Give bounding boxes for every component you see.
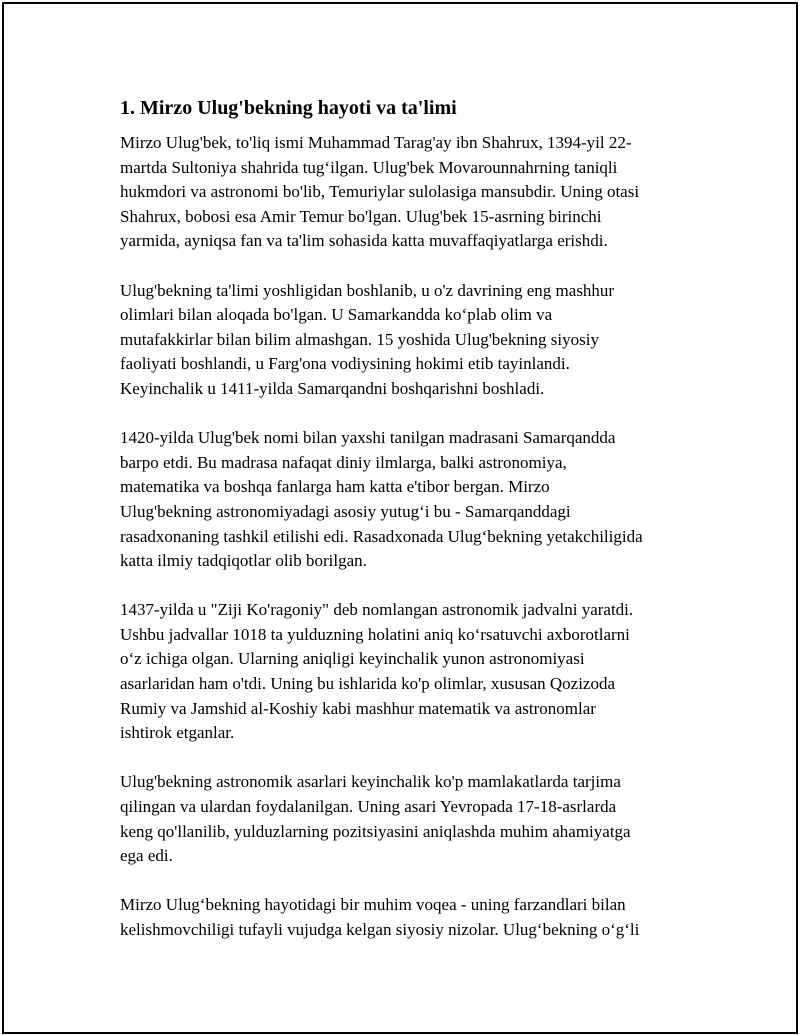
paragraph-line: o‘z ichiga olgan. Ularning aniqligi keyinchalik yunon astronomiyasi: [120, 649, 585, 669]
paragraph-line: ishtirok etganlar.: [120, 723, 235, 743]
paragraph-line: mutafakkirlar bilan bilim almashgan. 15 yoshida Ulug'bekning siyosiy: [120, 329, 599, 349]
paragraph-line: hukmdori va astronomi bo'lib, Temuriylar sulolasiga mansubdir. Uning otasi: [120, 182, 640, 202]
paragraph-spacer: [120, 574, 690, 599]
paragraph-line: Ushbu jadvallar 1018 ta yulduzning holatini aniq ko‘rsatuvchi axborotlarni: [120, 624, 630, 644]
paragraph-line: Rumiy va Jamshid al-Koshiy kabi mashhur matematik va astronomlar: [120, 698, 596, 718]
paragraph-line: 1437-yilda u "Ziji Ko'ragoniy" deb nomlangan astronomik jadvalni yaratdi.: [120, 600, 634, 620]
paragraphs-container: [120, 131, 690, 943]
document-page: [2, 2, 798, 1034]
paragraph-line: Mirzo Ulug‘bekning hayotidagi bir muhim voqea - uning farzandlari bilan: [120, 895, 626, 915]
paragraph-line: olimlari bilan aloqada bo'lgan. U Samarkandda ko‘plab olim va: [120, 305, 553, 325]
paragraph-line: Shahrux, bobosi esa Amir Temur bo'lgan. Ulug'bek 15-asrning birinchi: [120, 206, 602, 226]
paragraph-line: Mirzo Ulug'bek, to'liq ismi Muhammad Tarag'ay ibn Shahrux, 1394-yil 22-: [120, 133, 632, 152]
paragraph: [120, 770, 690, 868]
paragraph-line: keng qo'llanilib, yulduzlarning pozitsiyasini aniqlashda muhim ahamiyatga: [120, 821, 631, 841]
paragraph-line: Ulug'bekning ta'limi yoshligidan boshlanib, u o'z davrining eng mashhur: [120, 280, 615, 300]
paragraph-line: asarlaridan ham o'tdi. Uning bu ishlarida ko'p olimlar, xususan Qozizoda: [120, 674, 616, 694]
section-title: 1. Mirzo Ulug'bekning hayoti va ta'limi: [120, 97, 457, 119]
paragraph-line: faoliyati boshlandi, u Farg'ona vodiysining hokimi etib tayinlandi.: [120, 354, 570, 374]
paragraph: [120, 893, 690, 942]
paragraph-line: kelishmovchiligi tufayli vujudga kelgan siyosiy nizolar. Ulug‘bekning o‘g‘li: [120, 920, 640, 939]
paragraph-line: rasadxonaning tashkil etilishi edi. Rasadxonada Ulug‘bekning yetakchiligida: [120, 526, 643, 546]
paragraph-line: Keyinchalik u 1411-yilda Samarqandni boshqarishni boshladi.: [120, 378, 545, 398]
paragraph: [120, 279, 690, 402]
paragraph-line: qilingan va ulardan foydalanilgan. Uning asari Yevropada 17-18-asrlarda: [120, 797, 617, 817]
paragraph-line: ega edi.: [120, 846, 173, 866]
document-content: [120, 96, 690, 943]
paragraph-spacer: [120, 869, 690, 894]
paragraph-line: Ulug'bekning astronomiyadagi asosiy yutug‘i bu - Samarqanddagi: [120, 501, 571, 521]
paragraph: [120, 426, 690, 574]
paragraph-line: katta ilmiy tadqiqotlar olib borilgan.: [120, 551, 367, 571]
paragraph-line: martda Sultoniya shahrida tug‘ilgan. Ulug'bek Movarounnahrning taniqli: [120, 157, 618, 177]
paragraph-line: barpo etdi. Bu madrasa nafaqat diniy ilmlarga, balki astronomiya,: [120, 452, 567, 472]
paragraph-line: 1420-yilda Ulug'bek nomi bilan yaxshi tanilgan madrasani Samarqandda: [120, 428, 616, 448]
paragraph-line: Ulug'bekning astronomik asarlari keyinchalik ko'p mamlakatlarda tarjima: [120, 772, 621, 792]
paragraph-spacer: [120, 746, 690, 771]
paragraph: [120, 598, 690, 746]
paragraph-spacer: [120, 254, 690, 279]
paragraph-line: yarmida, ayniqsa fan va ta'lim sohasida katta muvaffaqiyatlarga erishdi.: [120, 231, 608, 251]
paragraph: [120, 131, 690, 254]
paragraph-spacer: [120, 402, 690, 427]
paragraph-line: matematika va boshqa fanlarga ham katta e'tibor bergan. Mirzo: [120, 477, 550, 497]
